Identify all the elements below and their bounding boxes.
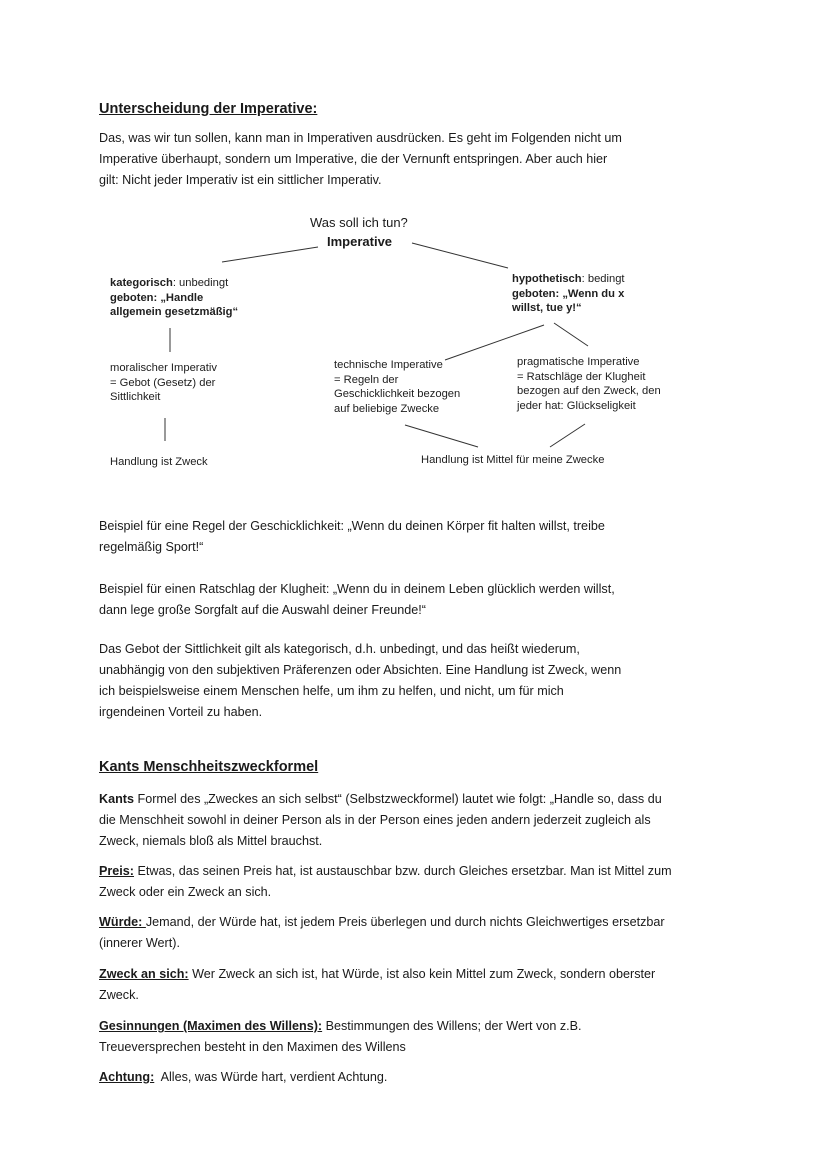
node-handlung-ist-zweck: Handlung ist Zweck	[110, 456, 208, 468]
formel-line: Formel des „Zweckes an sich selbst“ (Selbstzweckformel) lautet wie folgt: „Handle so, dass du	[134, 792, 662, 806]
term-zweck-an-sich: Zweck an sich:	[99, 967, 189, 981]
connector-hypothetisch-pragmatisch	[554, 323, 588, 346]
connector-pragmatisch-mittel	[550, 424, 585, 447]
paragraph-line: Das Gebot der Sittlichkeit gilt als kategorisch, d.h. unbedingt, und das heißt wiederum,	[99, 642, 580, 656]
moralisch-line: Sittlichkeit	[110, 391, 161, 403]
pragmatisch-line: pragmatische Imperative	[517, 356, 640, 368]
technisch-line: auf beliebige Zwecke	[334, 402, 440, 415]
node-hypothetisch	[512, 272, 625, 316]
connector-root-hypothetisch	[412, 243, 508, 268]
paragraph-line: ich beispielsweise einem Menschen helfe, um ihm zu helfen, und nicht, um für mich	[99, 684, 564, 698]
example-line: regelmäßig Sport!“	[99, 540, 204, 554]
paragraph-line: irgendeinen Vorteil zu haben.	[99, 705, 263, 719]
pragmatisch-line: bezogen auf den Zweck, den	[517, 385, 661, 397]
intro-line: Das, was wir tun sollen, kann man in Imperativen ausdrücken. Es geht im Folgenden nicht um	[99, 131, 622, 145]
term-preis: Preis:	[99, 864, 135, 878]
node-moralischer-imperativ	[110, 361, 217, 405]
example-klugheit	[99, 579, 615, 621]
example-line: dann lege große Sorgfalt auf die Auswahl deiner Freunde!“	[99, 603, 426, 617]
kategorisch-line: allgemein gesetzmäßig“	[110, 306, 239, 318]
paragraph-line: unabhängig von den subjektiven Präferenzen oder Absichten. Eine Handlung ist Zweck, wenn	[99, 663, 622, 677]
intro-line: gilt: Nicht jeder Imperativ ist ein sittlicher Imperativ.	[99, 173, 382, 187]
definition-line: Wer Zweck an sich ist, hat Würde, ist also kein Mittel zum Zweck, sondern oberster	[188, 967, 656, 981]
hypothetisch-line: geboten: „Wenn du x	[512, 287, 625, 300]
definition-achtung	[99, 1067, 387, 1088]
definition-line: Treueversprechen besteht in den Maximen des Willens	[99, 1040, 406, 1054]
definition-line: (innerer Wert).	[99, 936, 180, 950]
kategorisch-term: kategorisch	[110, 277, 173, 289]
definition-zweck-an-sich	[99, 964, 655, 1006]
term-achtung: Achtung:	[99, 1070, 155, 1084]
diagram-root-imperative: Imperative	[327, 234, 393, 249]
hypothetisch-term: hypothetisch	[512, 273, 582, 285]
connector-root-kategorisch	[222, 247, 318, 262]
definition-line: Zweck.	[99, 988, 139, 1002]
formel-line: Zweck, niemals bloß als Mittel brauchst.	[99, 834, 323, 848]
intro-line: Imperative überhaupt, sondern um Imperative, die der Vernunft entspringen. Aber auch hier	[99, 152, 608, 166]
hypothetisch-line: willst, tue y!“	[512, 302, 582, 314]
definition-preis	[99, 861, 672, 903]
paragraph-sittlichkeit	[99, 639, 621, 723]
technisch-line: Geschicklichkeit bezogen	[334, 388, 461, 400]
node-kategorisch	[110, 276, 238, 320]
section-heading-imperative: Unterscheidung der Imperative:	[99, 101, 318, 117]
definition-line: Bestimmungen des Willens; der Wert von z.B.	[322, 1019, 582, 1033]
paragraph-formel	[99, 789, 662, 852]
hypothetisch-line: : bedingt	[581, 273, 625, 285]
diagram-question: Was soll ich tun?	[310, 215, 408, 230]
node-pragmatische-imperative	[517, 355, 661, 413]
example-line: Beispiel für eine Regel der Geschicklichkeit: „Wenn du deinen Körper fit halten willst, treibe	[99, 519, 605, 533]
formel-line: die Menschheit sowohl in deiner Person als in der Person eines jeden andern jederzeit zugleich als	[99, 813, 651, 827]
moralisch-line: moralischer Imperativ	[110, 362, 217, 374]
technisch-line: = Regeln der	[334, 373, 399, 386]
node-technische-imperative	[334, 358, 460, 416]
technisch-line: technische Imperative	[334, 359, 443, 371]
pragmatisch-line: jeder hat: Glückseligkeit	[517, 399, 636, 412]
definition-line: Jemand, der Würde hat, ist jedem Preis überlegen und durch nichts Gleichwertiges ersetzbar	[145, 915, 665, 929]
term-wuerde: Würde:	[99, 915, 146, 929]
definition-line: Zweck oder ein Zweck an sich.	[99, 885, 272, 899]
definition-line: Etwas, das seinen Preis hat, ist austauschbar bzw. durch Gleiches ersetzbar. Man ist Mittel zum	[134, 864, 672, 878]
section-heading-menschheitszweckformel: Kants Menschheitszweckformel	[99, 759, 319, 775]
pragmatisch-line: = Ratschläge der Klugheit	[517, 370, 646, 383]
definition-wuerde	[99, 912, 665, 954]
term-gesinnungen: Gesinnungen (Maximen des Willens):	[99, 1019, 323, 1033]
kategorisch-line: geboten: „Handle	[110, 291, 204, 304]
moralisch-line: = Gebot (Gesetz) der	[110, 376, 216, 389]
formel-lead: Kants	[99, 792, 134, 806]
example-geschicklichkeit	[99, 516, 605, 558]
node-handlung-ist-mittel: Handlung ist Mittel für meine Zwecke	[421, 454, 605, 466]
definition-gesinnungen	[99, 1016, 582, 1058]
kategorisch-line: : unbedingt	[172, 277, 229, 289]
definition-line: Alles, was Würde hart, verdient Achtung.	[154, 1070, 388, 1084]
connector-technisch-mittel	[405, 425, 478, 447]
example-line: Beispiel für einen Ratschlag der Klugheit: „Wenn du in deinem Leben glücklich werden willst,	[99, 582, 615, 596]
